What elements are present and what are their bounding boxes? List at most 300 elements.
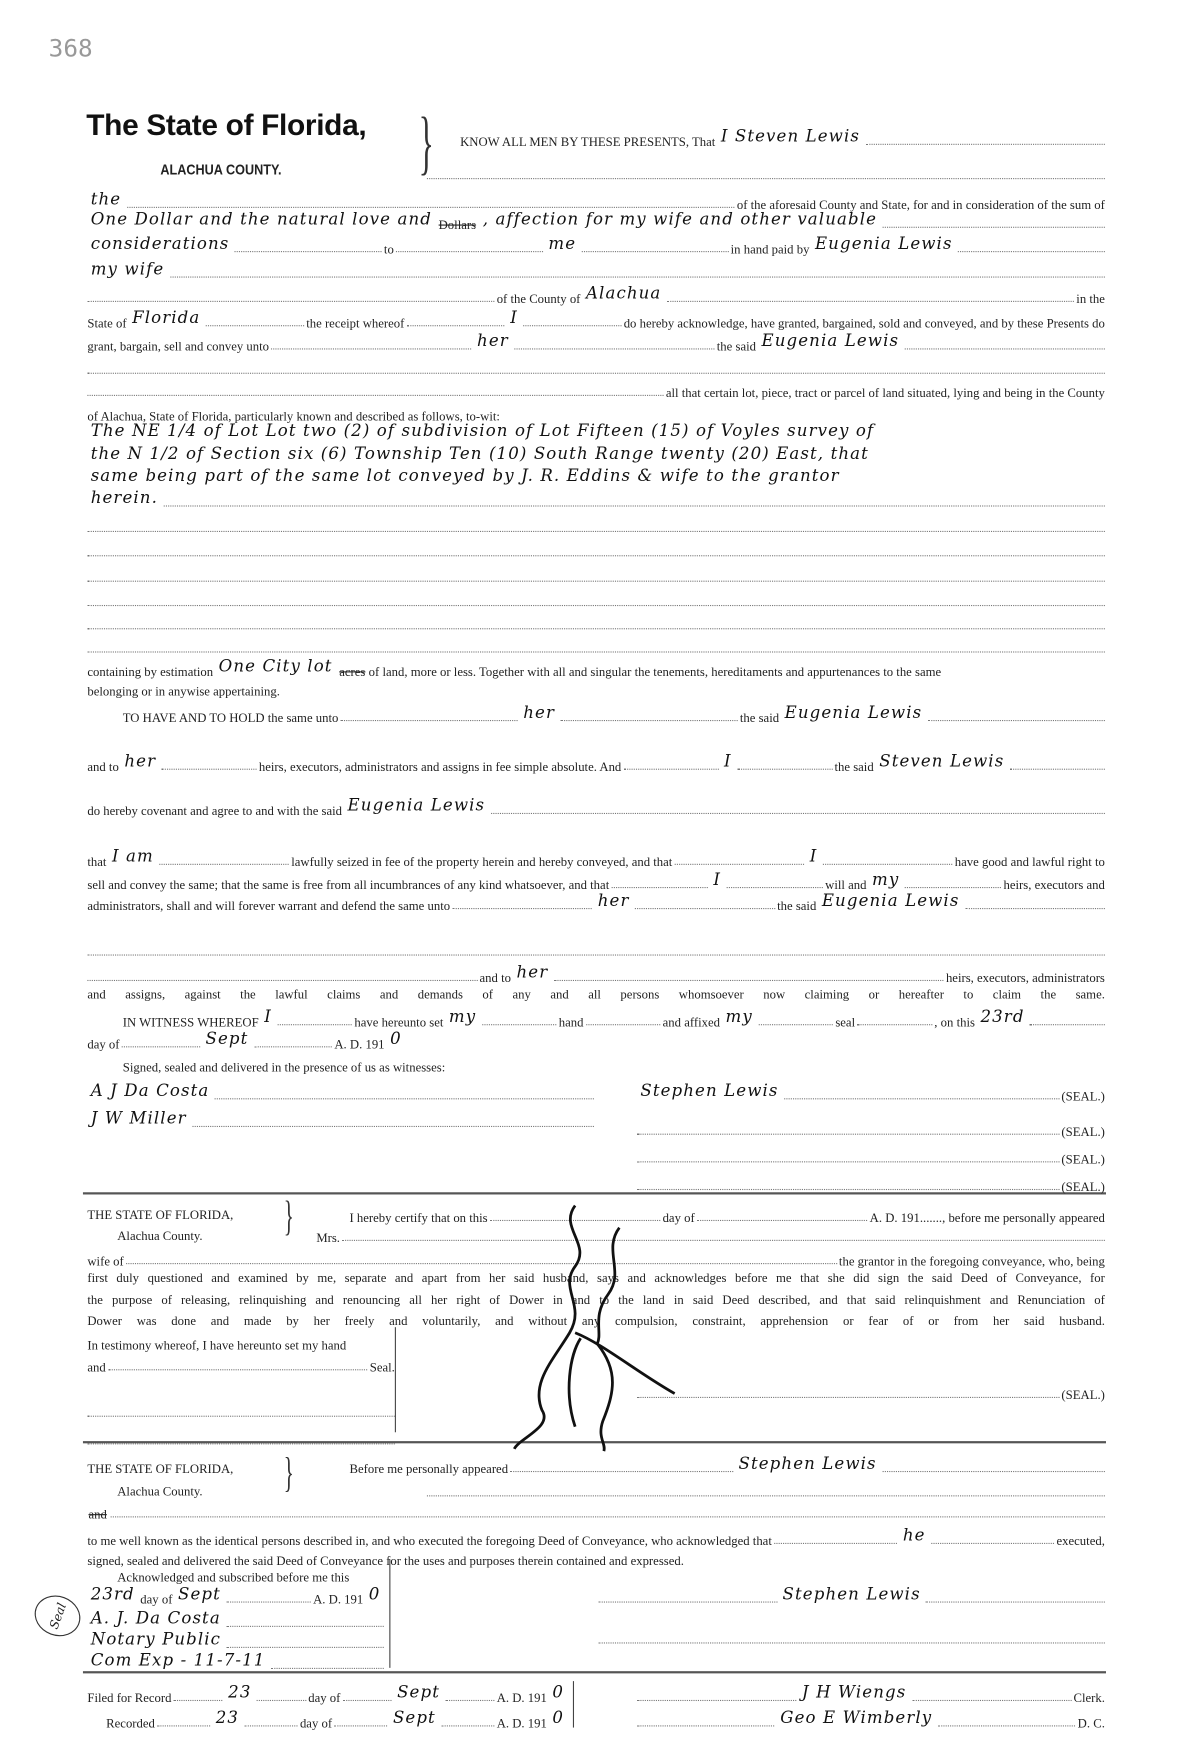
document-line bbox=[86, 1311, 1106, 1333]
printed-text: Alachua County. bbox=[117, 1229, 203, 1244]
blank-fill-line bbox=[396, 251, 543, 252]
blank-fill-line bbox=[170, 277, 1105, 278]
printed-text: have good and lawful right to bbox=[954, 856, 1105, 870]
printed-text: (SEAL.) bbox=[1061, 1090, 1105, 1104]
blank-fill-line bbox=[510, 1471, 733, 1472]
document-line bbox=[459, 127, 1106, 149]
document-line bbox=[86, 870, 1106, 892]
printed-text: TO HAVE AND TO HOLD the same unto bbox=[122, 712, 339, 726]
document-line bbox=[426, 161, 1106, 183]
handwritten-entry: The NE 1/4 of Lot Lot two (2) of subdivision of Lot Fifteen (15) of Voyles survey of bbox=[90, 420, 875, 441]
blank-fill-line bbox=[958, 251, 1105, 252]
printed-text: administrators, shall and will forever warrant and defend the same unto bbox=[87, 900, 451, 914]
blank-fill-line bbox=[226, 1601, 310, 1602]
handwritten-entry: he bbox=[902, 1525, 926, 1546]
handwritten-entry: my bbox=[725, 1006, 753, 1027]
handwritten-entry: Stephen Lewis bbox=[782, 1583, 921, 1604]
document-line bbox=[348, 1454, 1106, 1476]
document-line bbox=[86, 938, 1106, 960]
handwritten-entry: 0 bbox=[390, 1028, 402, 1049]
printed-text: signed, sealed and delivered the said Deed of Conveyance for the uses and purposes therein contained and expressed. bbox=[87, 1555, 684, 1569]
handwritten-entry: Geo E Wimberly bbox=[780, 1707, 933, 1728]
blank-fill-line bbox=[675, 864, 805, 865]
document-line bbox=[86, 1030, 484, 1052]
blank-fill-line bbox=[254, 1046, 332, 1047]
document-line bbox=[86, 1290, 1106, 1312]
blank-fill-line bbox=[931, 1543, 1054, 1544]
printed-text: of the aforesaid County and State, for and in consideration of the sum of bbox=[736, 199, 1105, 213]
printed-text: A. D. 191 bbox=[496, 1692, 547, 1706]
printed-text: seal bbox=[835, 1016, 856, 1030]
printed-text: (SEAL.) bbox=[1061, 1389, 1105, 1403]
blank-fill-line bbox=[427, 1495, 1105, 1496]
printed-text: IN WITNESS WHEREOF bbox=[122, 1016, 259, 1030]
handwritten-entry: I bbox=[264, 1006, 272, 1027]
handwritten-entry: I bbox=[510, 307, 518, 328]
handwritten-entry: the bbox=[90, 189, 122, 210]
blank-fill-line bbox=[926, 1601, 1105, 1602]
printed-text: heirs, executors and bbox=[1003, 879, 1105, 893]
blank-fill-line bbox=[637, 1189, 1059, 1190]
document-line bbox=[636, 1683, 1106, 1705]
printed-text: I hereby certify that on this bbox=[349, 1212, 488, 1226]
printed-text: and bbox=[87, 1361, 106, 1375]
printed-text: and assigns, against the lawful claims and demands of any and all persons whomsoever now claiming or hereafter to claim the same. bbox=[87, 988, 1105, 1003]
blank-fill-line bbox=[257, 1700, 306, 1701]
document-line bbox=[86, 378, 1106, 400]
printed-text: , on this bbox=[934, 1016, 975, 1030]
blank-fill-line bbox=[582, 251, 729, 252]
document-line bbox=[86, 1454, 274, 1476]
document-line bbox=[636, 1172, 1106, 1194]
printed-text: heirs, executors, administrators and assigns in fee simple absolute. And bbox=[258, 760, 622, 775]
blank-fill-line bbox=[174, 1700, 223, 1701]
document-line bbox=[86, 564, 1106, 586]
handwritten-entry: my wife bbox=[90, 258, 165, 279]
blank-fill-line bbox=[905, 348, 1105, 349]
printed-text: In testimony whereof, I have hereunto set my hand bbox=[87, 1339, 347, 1353]
document-line bbox=[86, 1683, 568, 1705]
printed-text: in hand paid by bbox=[730, 243, 810, 257]
document-line bbox=[86, 984, 1106, 1006]
document-line bbox=[86, 284, 1106, 306]
handwritten-entry: Eugenia Lewis bbox=[821, 890, 960, 911]
document-line bbox=[86, 489, 1106, 511]
blank-fill-line bbox=[523, 325, 621, 326]
blank-fill-line bbox=[343, 1700, 392, 1701]
blank-fill-line bbox=[491, 813, 1105, 814]
blank-fill-line bbox=[407, 325, 505, 326]
printed-text: sell and convey the same; that the same is free from all incumbrances of any kind whatsoever, and that bbox=[87, 879, 610, 893]
handwritten-entry: her bbox=[597, 890, 630, 911]
blank-fill-line bbox=[912, 1700, 1071, 1701]
document-line bbox=[86, 1609, 385, 1631]
document-line bbox=[86, 752, 1106, 774]
blank-fill-line bbox=[561, 720, 738, 721]
printed-text: day of bbox=[308, 1692, 341, 1706]
handwritten-entry: J H Wiengs bbox=[801, 1682, 907, 1703]
printed-text: day of bbox=[87, 1038, 120, 1052]
handwritten-entry: 0 bbox=[552, 1682, 565, 1703]
printed-text: lawfully seized in fee of the property herein and hereby conveyed, and that bbox=[291, 856, 673, 870]
handwritten-entry: her bbox=[477, 330, 509, 351]
printed-text: and affixed bbox=[662, 1016, 720, 1030]
handwritten-entry: Notary Public bbox=[90, 1629, 222, 1650]
handwritten-entry: herein. bbox=[90, 487, 158, 508]
printed-text: A. D. 191 bbox=[313, 1593, 364, 1608]
document-line bbox=[86, 445, 1106, 467]
blank-fill-line bbox=[635, 908, 775, 909]
printed-text: THE STATE OF FLORIDA, bbox=[87, 1208, 234, 1223]
blank-fill-line bbox=[87, 581, 1105, 582]
blank-fill-line bbox=[667, 301, 1074, 302]
blank-fill-line bbox=[823, 864, 953, 865]
record-bracket bbox=[573, 1681, 574, 1727]
blank-fill-line bbox=[637, 1134, 1059, 1135]
printed-text: the said bbox=[834, 760, 874, 775]
handwritten-entry: A J Da Costa bbox=[90, 1080, 210, 1101]
printed-text: the said bbox=[777, 900, 817, 914]
blank-fill-line bbox=[598, 1642, 1105, 1643]
printed-text: A. D. 191......., before me personally appeared bbox=[869, 1212, 1105, 1226]
printed-text: belonging or in anywise appertaining. bbox=[87, 685, 280, 699]
printed-text: (SEAL.) bbox=[1061, 1181, 1105, 1195]
blank-fill-line bbox=[784, 1098, 1059, 1099]
printed-text: wife of bbox=[87, 1255, 124, 1269]
blank-fill-line bbox=[87, 555, 1105, 556]
blank-fill-line bbox=[737, 769, 832, 770]
printed-text: Alachua County. bbox=[117, 1485, 203, 1499]
document-line bbox=[86, 467, 1106, 489]
document-line bbox=[122, 1008, 1106, 1030]
blank-fill-line bbox=[1010, 769, 1105, 770]
blank-fill-line bbox=[108, 1369, 368, 1370]
handwritten-entry: 23rd bbox=[90, 1583, 135, 1604]
blank-fill-line bbox=[87, 980, 477, 981]
printed-text: the said bbox=[716, 340, 756, 354]
struck-text: Dollars bbox=[438, 218, 477, 233]
handwritten-entry: my bbox=[872, 869, 900, 890]
handwritten-entry: Steven Lewis bbox=[879, 750, 1005, 771]
document-line bbox=[86, 847, 1106, 869]
document-line bbox=[86, 891, 1106, 913]
blank-fill-line bbox=[1030, 1024, 1105, 1025]
document-line bbox=[86, 1500, 1106, 1522]
blank-fill-line bbox=[163, 505, 1104, 506]
document-line bbox=[86, 1246, 1106, 1268]
document-line bbox=[426, 1479, 1106, 1501]
blank-fill-line bbox=[215, 1098, 594, 1099]
blank-fill-line bbox=[226, 1626, 383, 1627]
document-line bbox=[86, 210, 1106, 232]
blank-fill-line bbox=[87, 395, 663, 396]
document-line bbox=[636, 1709, 1106, 1731]
document-line bbox=[86, 963, 1106, 985]
document-line bbox=[116, 1477, 282, 1499]
blank-fill-line bbox=[482, 1024, 557, 1025]
document-line bbox=[86, 1109, 595, 1131]
printed-text: will and bbox=[825, 879, 867, 893]
document-line bbox=[636, 1082, 1106, 1104]
printed-text: all that certain lot, piece, tract or parcel of land situated, lying and being in the County bbox=[665, 387, 1105, 401]
blank-fill-line bbox=[87, 373, 1105, 374]
handwritten-entry: considerations bbox=[90, 233, 230, 254]
handwritten-entry: Stephen Lewis bbox=[640, 1080, 779, 1101]
blank-fill-line bbox=[774, 1543, 897, 1544]
blank-fill-line bbox=[341, 720, 518, 721]
blank-fill-line bbox=[127, 207, 735, 208]
blank-fill-line bbox=[87, 651, 1105, 652]
document-line bbox=[86, 635, 1106, 657]
printed-text: Dower was done and made by her freely and voluntarily, and without any compulsion, constraint, apprehension or fear of or from her said husband. bbox=[87, 1315, 1105, 1329]
blank-fill-line bbox=[122, 1046, 200, 1047]
handwritten-entry: 0 bbox=[552, 1707, 565, 1728]
document-line bbox=[86, 332, 1106, 354]
document-line bbox=[86, 1267, 1106, 1289]
printed-text: day of bbox=[662, 1212, 695, 1226]
handwritten-entry: I bbox=[724, 750, 732, 771]
handwritten-entry: , affection for my wife and other valuable bbox=[482, 209, 878, 229]
printed-text: Before me personally appeared bbox=[349, 1463, 509, 1477]
blank-fill-line bbox=[490, 1220, 661, 1221]
printed-text: first duly questioned and examined by me, separate and apart from her said husband, says and acknowledges before me that she did sign the said Deed of Conveyance, for bbox=[87, 1271, 1105, 1286]
blank-fill-line bbox=[87, 531, 1105, 532]
handwritten-entry: same being part of the same lot conveyed by J. R. Eddins & wife to the grantor bbox=[90, 465, 840, 486]
handwritten-entry: I am bbox=[111, 846, 154, 866]
printed-text: to bbox=[383, 243, 394, 257]
printed-text: the purpose of releasing, relinquishing and renouncing all her right of Dower in and to the land in said Deed described, and that said relinquishment and Renunciation of bbox=[87, 1294, 1105, 1308]
blank-fill-line bbox=[87, 628, 1105, 629]
printed-text: in the bbox=[1076, 293, 1105, 307]
handwritten-entry: Stephen Lewis bbox=[738, 1453, 877, 1474]
printed-text: grant, bargain, sell and convey unto bbox=[87, 340, 270, 354]
blank-fill-line bbox=[514, 348, 714, 349]
document-line bbox=[86, 1585, 385, 1607]
notary-seal-stamp: Seal bbox=[29, 1589, 86, 1642]
blank-fill-line bbox=[227, 1647, 384, 1648]
blank-fill-line bbox=[235, 251, 382, 252]
printed-text: the grantor in the foregoing conveyance, who, being bbox=[838, 1255, 1105, 1269]
printed-text: D. C. bbox=[1077, 1717, 1105, 1731]
document-line bbox=[86, 1082, 595, 1104]
printed-text: do hereby covenant and agree to and with the said bbox=[87, 805, 343, 819]
document-line bbox=[86, 1399, 396, 1421]
document-line bbox=[86, 1331, 396, 1353]
blank-fill-line bbox=[452, 908, 592, 909]
blank-fill-line bbox=[157, 1725, 210, 1726]
document-line bbox=[86, 657, 1106, 679]
handwritten-entry: the N 1/2 of Section six (6) Township Ten (10) South Range twenty (20) East, that bbox=[90, 443, 869, 464]
printed-text: Clerk. bbox=[1073, 1692, 1105, 1706]
blank-fill-line bbox=[126, 1263, 837, 1264]
blank-fill-line bbox=[87, 301, 494, 302]
handwritten-entry: Sept bbox=[392, 1707, 436, 1728]
handwritten-entry: 23rd bbox=[980, 1006, 1025, 1027]
blank-fill-line bbox=[342, 1240, 1105, 1241]
printed-text: (SEAL.) bbox=[1061, 1153, 1105, 1167]
blank-fill-line bbox=[87, 954, 1105, 955]
document-line bbox=[86, 1353, 396, 1375]
document-line bbox=[122, 1053, 675, 1075]
blank-fill-line bbox=[245, 1725, 298, 1726]
document-line bbox=[122, 703, 1106, 725]
blank-fill-line bbox=[87, 605, 1105, 606]
printed-text: and to bbox=[87, 760, 119, 775]
printed-text: executed, bbox=[1056, 1535, 1105, 1549]
blank-fill-line bbox=[637, 1161, 1059, 1162]
document-line bbox=[597, 1585, 1106, 1607]
blank-fill-line bbox=[883, 227, 1105, 228]
printed-text: to me well known as the identical persons described in, and who executed the foregoing Deed of Conveyance, who acknowledged that bbox=[87, 1535, 772, 1549]
handwritten-entry: Florida bbox=[132, 307, 201, 328]
blank-fill-line bbox=[938, 1725, 1076, 1726]
document-title: The State of Florida, bbox=[86, 108, 367, 142]
document-line bbox=[116, 1563, 392, 1585]
blank-fill-line bbox=[882, 1471, 1105, 1472]
printed-text: do hereby acknowledge, have granted, bargained, sold and conveyed, and by these Presents do bbox=[623, 317, 1105, 331]
printed-text: and to bbox=[479, 972, 511, 986]
blank-fill-line bbox=[271, 348, 471, 349]
blank-fill-line bbox=[87, 1416, 394, 1417]
printed-text: Filed for Record bbox=[87, 1692, 172, 1706]
document-line bbox=[86, 612, 1106, 634]
handwritten-entry: Eugenia Lewis bbox=[761, 330, 900, 351]
document-line bbox=[86, 260, 1106, 282]
handwritten-entry: Eugenia Lewis bbox=[347, 795, 486, 816]
handwritten-entry: Sept bbox=[205, 1028, 249, 1049]
printed-text: State of bbox=[87, 317, 127, 331]
blank-fill-line bbox=[697, 1220, 868, 1221]
handwritten-entry: Sept bbox=[397, 1682, 440, 1703]
document-line bbox=[86, 234, 1106, 256]
blank-fill-line bbox=[427, 178, 1105, 179]
document-line bbox=[636, 1380, 1106, 1402]
document-line bbox=[86, 1200, 274, 1222]
ack-brace-icon: } bbox=[283, 1449, 294, 1497]
handwritten-entry: One Dollar and the natural love and bbox=[90, 209, 432, 229]
handwritten-entry: her bbox=[124, 750, 157, 771]
document-line bbox=[597, 1626, 1106, 1648]
handwritten-entry: I Steven Lewis bbox=[720, 126, 861, 146]
printed-text: Seal. bbox=[369, 1361, 395, 1375]
printed-text: containing by estimation bbox=[87, 665, 214, 680]
document-line bbox=[315, 1223, 1106, 1245]
struck-text: acres bbox=[339, 665, 366, 680]
blank-fill-line bbox=[446, 1700, 495, 1701]
document-line bbox=[86, 421, 1106, 443]
blank-fill-line bbox=[277, 1024, 352, 1025]
document-line bbox=[86, 1427, 396, 1449]
handwritten-entry: 23 bbox=[228, 1682, 252, 1703]
document-line bbox=[86, 677, 1106, 699]
handwritten-entry: I bbox=[809, 846, 818, 866]
document-line bbox=[86, 514, 1106, 536]
blank-fill-line bbox=[624, 769, 719, 770]
blank-fill-line bbox=[206, 325, 304, 326]
printed-text: of land, more or less. Together with all and singular the tenements, hereditaments and appurtenances to the same bbox=[368, 665, 942, 680]
handwritten-entry: Sept bbox=[177, 1583, 221, 1604]
document-line bbox=[86, 309, 1106, 331]
document-line bbox=[636, 1117, 1106, 1139]
blank-fill-line bbox=[637, 1397, 1059, 1398]
blank-fill-line bbox=[598, 1601, 777, 1602]
document-line bbox=[86, 1651, 385, 1673]
blank-fill-line bbox=[637, 1700, 796, 1701]
handwritten-entry: her bbox=[516, 962, 549, 983]
handwritten-entry: J W Miller bbox=[90, 1108, 187, 1129]
printed-text: of Alachua, State of Florida, particularly known and described as follows, to-wit: bbox=[87, 410, 500, 424]
printed-text: day of bbox=[299, 1717, 333, 1731]
blank-fill-line bbox=[857, 1024, 932, 1025]
blank-fill-line bbox=[611, 887, 707, 888]
blank-fill-line bbox=[334, 1725, 387, 1726]
printed-text: that bbox=[87, 856, 107, 870]
blank-fill-line bbox=[441, 1725, 494, 1726]
blank-fill-line bbox=[866, 144, 1105, 145]
struck-text: and bbox=[88, 1508, 107, 1522]
document-line bbox=[636, 1145, 1106, 1167]
blank-fill-line bbox=[159, 864, 289, 865]
blank-fill-line bbox=[586, 1024, 661, 1025]
printed-text: have hereunto set bbox=[354, 1016, 444, 1030]
printed-text: Acknowledged and subscribed before me this bbox=[117, 1571, 350, 1585]
blank-fill-line bbox=[162, 769, 257, 770]
printed-text: KNOW ALL MEN BY THESE PRESENTS, That bbox=[460, 136, 716, 150]
page-number: 368 bbox=[48, 35, 93, 64]
blank-fill-line bbox=[271, 1668, 384, 1669]
handwritten-entry: One City lot bbox=[218, 655, 333, 676]
printed-text: (SEAL.) bbox=[1061, 1125, 1105, 1140]
document-line bbox=[86, 796, 1106, 818]
handwritten-entry: me bbox=[548, 233, 577, 254]
handwritten-entry: A. J. Da Costa bbox=[90, 1608, 221, 1629]
handwritten-entry: 23 bbox=[215, 1707, 240, 1728]
handwritten-entry: 0 bbox=[368, 1583, 381, 1604]
blank-fill-line bbox=[905, 887, 1001, 888]
handwritten-entry: Alachua bbox=[585, 283, 662, 304]
handwritten-entry: Eugenia Lewis bbox=[784, 702, 923, 723]
blank-fill-line bbox=[87, 1443, 394, 1444]
handwritten-entry: my bbox=[448, 1006, 477, 1027]
blank-fill-line bbox=[965, 908, 1105, 909]
document-line bbox=[86, 588, 1106, 610]
blank-fill-line bbox=[758, 1024, 833, 1025]
printed-text: A. D. 191 bbox=[496, 1717, 547, 1731]
blank-fill-line bbox=[727, 887, 823, 888]
document-line bbox=[86, 356, 1106, 378]
header-brace-icon: } bbox=[418, 102, 434, 182]
document-line bbox=[86, 539, 1106, 561]
printed-text: heirs, executors, administrators bbox=[945, 972, 1105, 986]
printed-text: hand bbox=[558, 1016, 584, 1030]
printed-text: of the County of bbox=[496, 293, 581, 307]
handwritten-entry: I bbox=[713, 869, 722, 890]
printed-text: the receipt whereof bbox=[306, 317, 405, 331]
printed-text: Mrs. bbox=[316, 1232, 340, 1246]
document-line bbox=[86, 1526, 1106, 1548]
county-heading: ALACHUA COUNTY. bbox=[160, 161, 282, 179]
printed-text: day of bbox=[140, 1593, 173, 1608]
printed-text: the said bbox=[739, 712, 780, 726]
handwritten-entry: Com Exp - 11-7-11 bbox=[90, 1650, 266, 1671]
blank-fill-line bbox=[637, 1725, 775, 1726]
blank-fill-line bbox=[110, 1516, 1105, 1517]
document-line bbox=[105, 1709, 568, 1731]
printed-text: Signed, sealed and delivered in the presence of us as witnesses: bbox=[122, 1061, 446, 1076]
printed-text: A. D. 191 bbox=[334, 1038, 385, 1052]
dower-brace-icon: } bbox=[283, 1193, 294, 1240]
handwritten-entry: Eugenia Lewis bbox=[814, 233, 953, 254]
